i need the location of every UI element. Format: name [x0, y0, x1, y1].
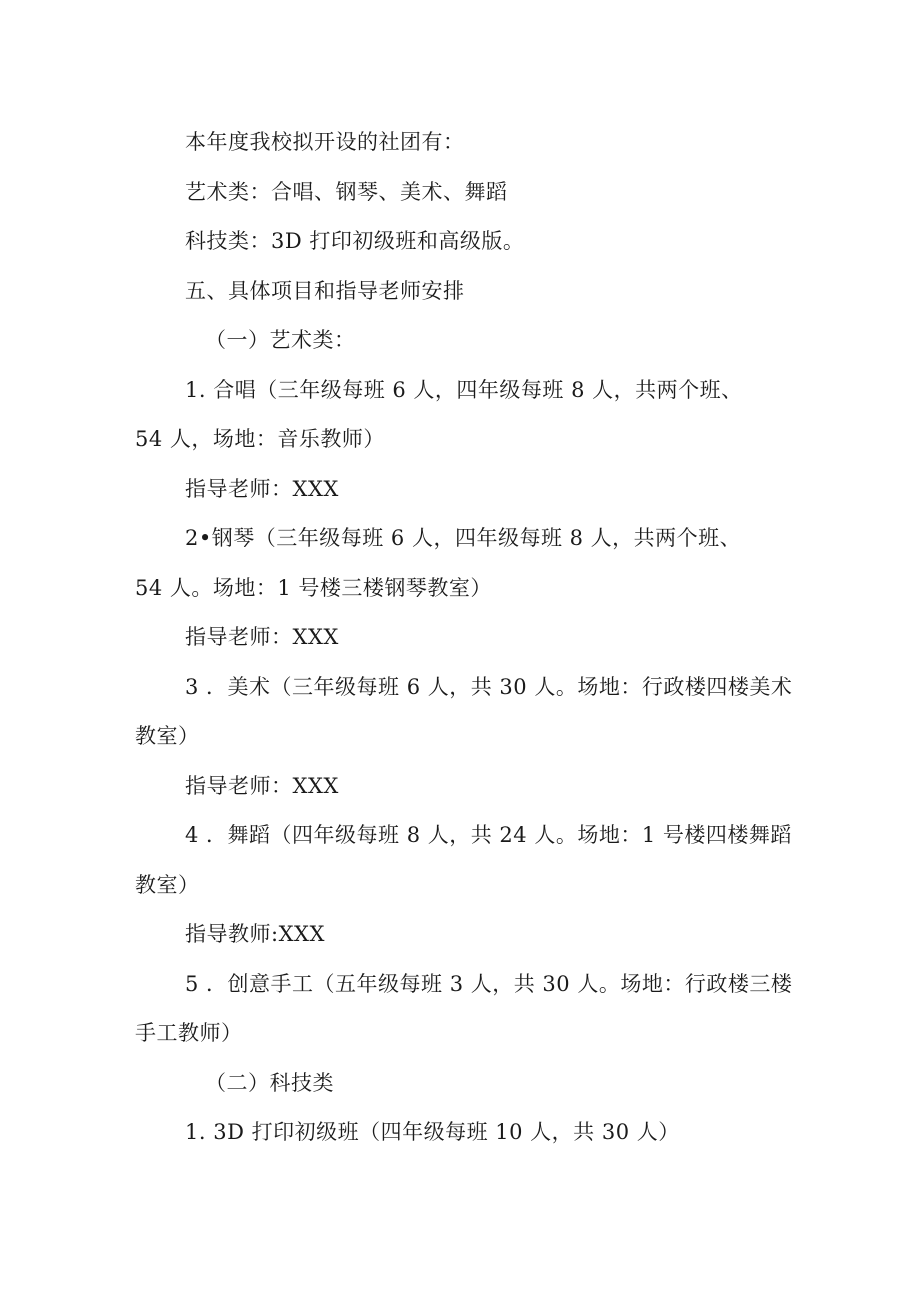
subsection-tech-heading: （二）科技类 — [205, 1071, 334, 1095]
art-category-line: 艺术类：合唱、钢琴、美术、舞蹈 — [185, 180, 508, 204]
teacher-art: 指导老师：XXX — [185, 774, 339, 798]
item-piano: 2•钢琴（三年级每班 6 人，四年级每班 8 人，共两个班、 — [185, 526, 742, 550]
item-handcraft-cont: 手工教师） — [135, 1021, 243, 1045]
item-chorus: 1. 合唱（三年级每班 6 人，四年级每班 8 人，共两个班、 — [185, 378, 743, 402]
item-chorus-cont: 54 人，场地：音乐教师） — [135, 427, 385, 451]
teacher-piano: 指导老师：XXX — [185, 625, 339, 649]
item-3d-printing: 1. 3D 打印初级班（四年级每班 10 人，共 30 人） — [185, 1120, 680, 1144]
item-dance: 4 ．舞蹈（四年级每班 8 人，共 24 人。场地：1 号楼四楼舞蹈 — [185, 823, 792, 847]
item-handcraft: 5 ．创意手工（五年级每班 3 人，共 30 人。场地：行政楼三楼 — [185, 972, 793, 996]
item-piano-cont: 54 人。场地：1 号楼三楼钢琴教室） — [135, 576, 492, 600]
teacher-dance: 指导教师:XXX — [185, 922, 325, 946]
item-art: 3 ．美术（三年级每班 6 人，共 30 人。场地：行政楼四楼美术 — [185, 675, 793, 699]
teacher-chorus: 指导老师：XXX — [185, 477, 339, 501]
item-art-cont: 教室） — [135, 724, 200, 748]
subsection-art-heading: （一）艺术类： — [205, 328, 356, 352]
section-heading: 五、具体项目和指导老师安排 — [185, 279, 465, 303]
item-dance-cont: 教室） — [135, 873, 200, 897]
tech-category-line: 科技类：3D 打印初级班和高级版。 — [185, 229, 525, 253]
intro-line: 本年度我校拟开设的社团有： — [185, 130, 465, 154]
